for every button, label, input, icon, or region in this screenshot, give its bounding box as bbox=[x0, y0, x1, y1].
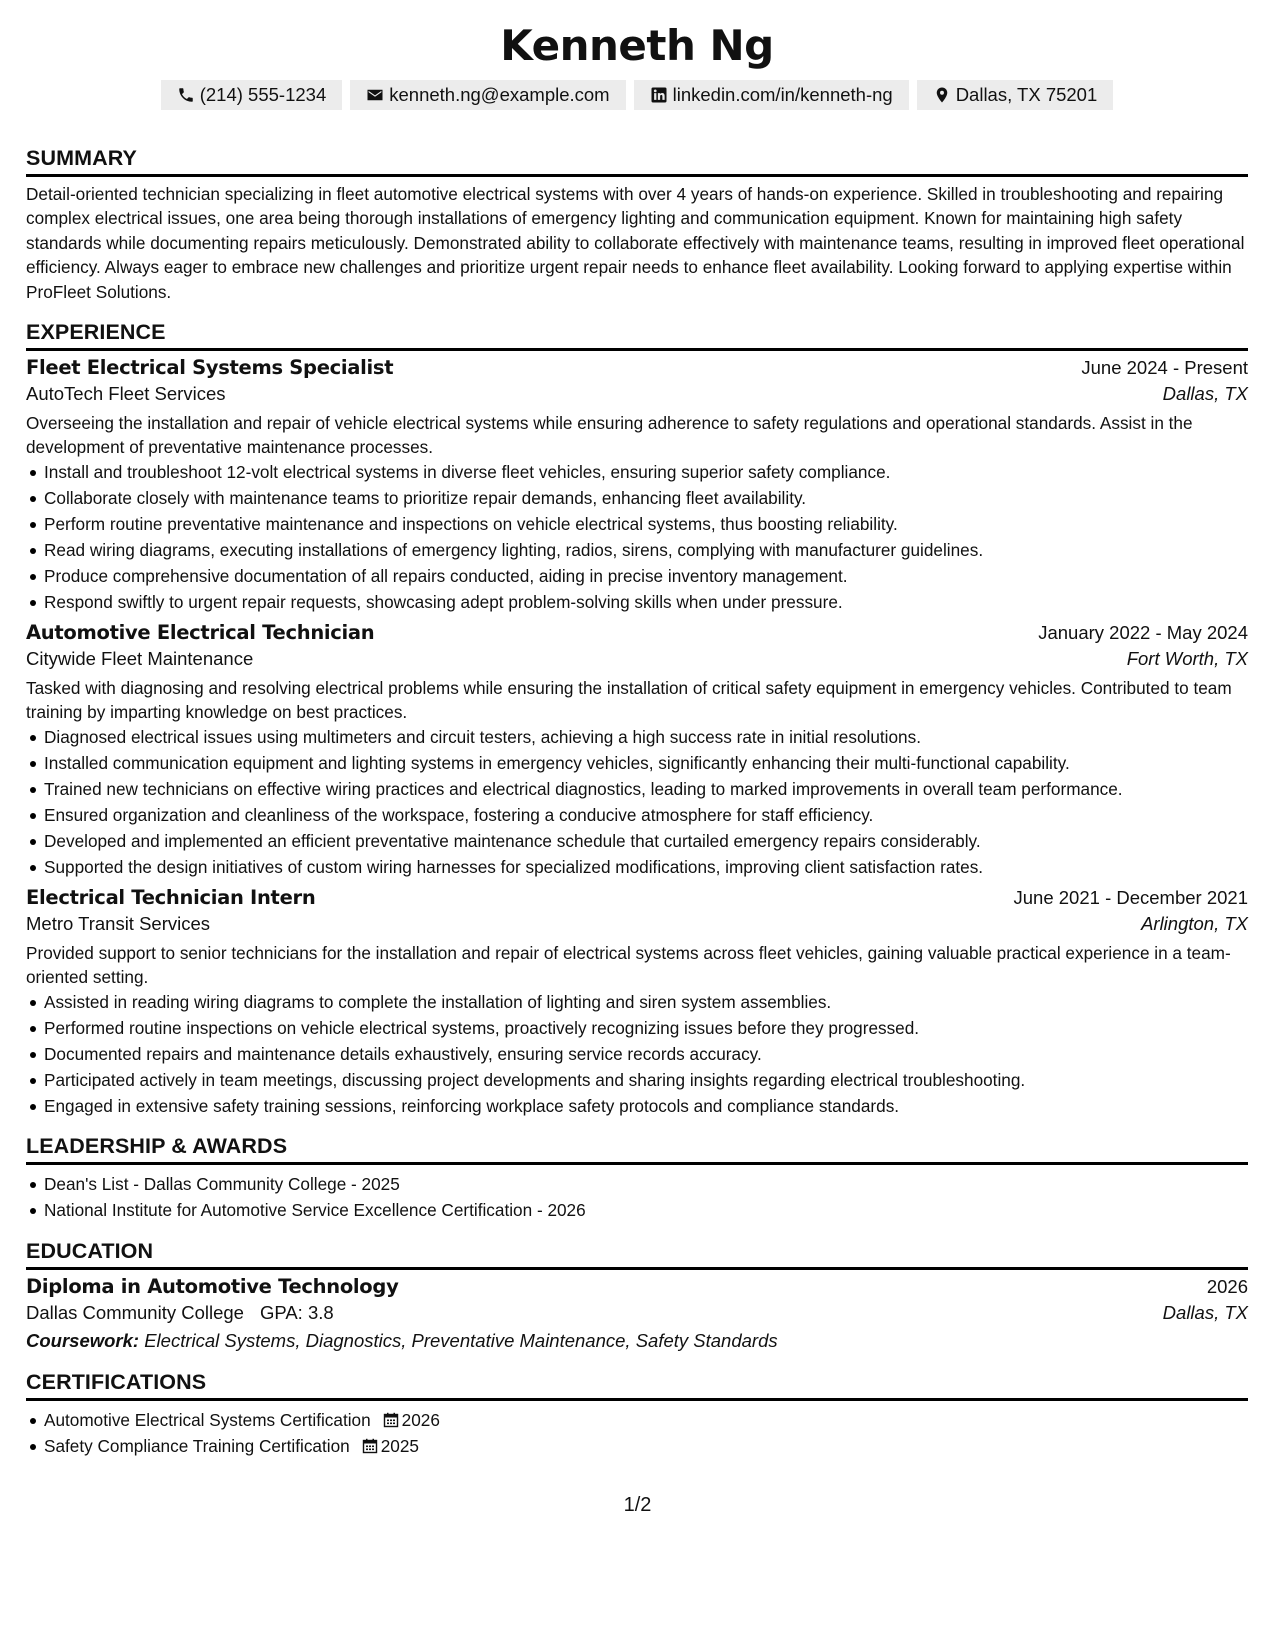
list-item: Diagnosed electrical issues using multimeters and circuit testers, achieving a high success rate in initial resolutions. bbox=[44, 724, 1248, 750]
job-dates: June 2024 - Present bbox=[1081, 357, 1248, 379]
job-entry bbox=[26, 621, 1248, 880]
job-location: Arlington, TX bbox=[1141, 913, 1248, 935]
job-bullets bbox=[26, 989, 1248, 1119]
certification-name: Automotive Electrical Systems Certification bbox=[44, 1410, 371, 1431]
list-item bbox=[44, 1433, 1248, 1459]
list-item: Participated actively in team meetings, discussing project developments and sharing insights regarding electrical troubleshooting. bbox=[44, 1067, 1248, 1093]
certification-year: 2026 bbox=[401, 1410, 440, 1431]
list-item: Documented repairs and maintenance details exhaustively, ensuring service records accuracy. bbox=[44, 1041, 1248, 1067]
list-item: Assisted in reading wiring diagrams to complete the installation of lighting and siren system assemblies. bbox=[44, 989, 1248, 1015]
awards-list bbox=[26, 1171, 1248, 1223]
job-description: Overseeing the installation and repair of vehicle electrical systems while ensuring adherence to safety regulations and operational standards. Assist in the development of preventative maintenance processes. bbox=[26, 413, 1193, 458]
location-text: Dallas, TX 75201 bbox=[955, 84, 1098, 105]
job-description: Tasked with diagnosing and resolving electrical problems while ensuring the installation of critical safety equipment in emergency vehicles. Contributed to team training by imparting knowledge on best practices. bbox=[26, 678, 1232, 723]
company-name: AutoTech Fleet Services bbox=[26, 383, 226, 405]
calendar-icon bbox=[383, 1409, 399, 1425]
list-item: Dean's List - Dallas Community College - 2025 bbox=[44, 1171, 1248, 1197]
coursework bbox=[26, 1330, 1248, 1352]
job-header bbox=[26, 356, 1248, 379]
job-entry bbox=[26, 356, 1248, 615]
resume-page bbox=[26, 20, 1248, 1459]
job-header bbox=[26, 621, 1248, 644]
candidate-name: Kenneth Ng bbox=[500, 21, 774, 70]
calendar-icon bbox=[362, 1435, 378, 1451]
section-title: EXPERIENCE bbox=[26, 319, 1248, 351]
education-section bbox=[26, 1238, 1248, 1352]
list-item: Collaborate closely with maintenance teams to prioritize repair demands, enhancing fleet availability. bbox=[44, 485, 1248, 511]
job-title: Electrical Technician Intern bbox=[26, 886, 316, 910]
list-item: Read wiring diagrams, executing installations of emergency lighting, radios, sirens, complying with manufacturer guidelines. bbox=[44, 537, 1248, 563]
education-subheader bbox=[26, 1302, 1248, 1324]
list-item: Performed routine inspections on vehicle electrical systems, proactively recognizing issues before they progressed. bbox=[44, 1015, 1248, 1041]
linkedin-text: linkedin.com/in/kenneth-ng bbox=[672, 84, 893, 105]
job-location: Fort Worth, TX bbox=[1126, 648, 1248, 670]
job-header bbox=[26, 886, 1248, 909]
job-title: Fleet Electrical Systems Specialist bbox=[26, 356, 394, 380]
graduation-year: 2026 bbox=[1206, 1276, 1248, 1298]
certification-year: 2025 bbox=[380, 1436, 419, 1457]
job-dates: June 2021 - December 2021 bbox=[1013, 887, 1248, 909]
school-name: Dallas Community College bbox=[26, 1302, 244, 1324]
page-number: 1/2 bbox=[623, 1494, 652, 1516]
certifications-list bbox=[26, 1407, 1248, 1459]
phone-text: (214) 555-1234 bbox=[199, 84, 327, 105]
job-subheader bbox=[26, 648, 1248, 670]
certifications-section bbox=[26, 1369, 1248, 1459]
list-item: Respond swiftly to urgent repair requests, showcasing adept problem-solving skills when under pressure. bbox=[44, 589, 1248, 615]
job-title: Automotive Electrical Technician bbox=[26, 621, 375, 645]
list-item: Trained new technicians on effective wiring practices and electrical diagnostics, leading to marked improvements in overall team performance. bbox=[44, 776, 1248, 802]
summary-section bbox=[26, 145, 1248, 304]
section-title: SUMMARY bbox=[26, 145, 1248, 177]
gpa: GPA: 3.8 bbox=[259, 1302, 334, 1324]
degree-name: Diploma in Automotive Technology bbox=[26, 1275, 399, 1299]
section-title: LEADERSHIP & AWARDS bbox=[26, 1133, 1248, 1165]
section-title: CERTIFICATIONS bbox=[26, 1369, 1248, 1401]
experience-section bbox=[26, 319, 1248, 1119]
list-item: Perform routine preventative maintenance and inspections on vehicle electrical systems, thus boosting reliability. bbox=[44, 511, 1248, 537]
job-description: Provided support to senior technicians for the installation and repair of electrical systems across fleet vehicles, gaining valuable practical experience in a team-oriented setting. bbox=[26, 943, 1231, 988]
list-item: Installed communication equipment and lighting systems in emergency vehicles, significantly enhancing their multi-functional capability. bbox=[44, 750, 1248, 776]
leadership-section bbox=[26, 1133, 1248, 1223]
list-item: Install and troubleshoot 12-volt electrical systems in diverse fleet vehicles, ensuring superior safety compliance. bbox=[44, 459, 1248, 485]
email-chip[interactable] bbox=[350, 80, 625, 110]
job-entry bbox=[26, 886, 1248, 1119]
job-subheader bbox=[26, 383, 1248, 405]
job-location: Dallas, TX bbox=[1162, 383, 1248, 405]
list-item: Produce comprehensive documentation of all repairs conducted, aiding in precise inventory management. bbox=[44, 563, 1248, 589]
contact-bar bbox=[26, 80, 1248, 110]
list-item: National Institute for Automotive Service Excellence Certification - 2026 bbox=[44, 1197, 1248, 1223]
school-location: Dallas, TX bbox=[1162, 1302, 1248, 1324]
list-item: Developed and implemented an efficient preventative maintenance schedule that curtailed emergency repairs considerably. bbox=[44, 828, 1248, 854]
linkedin-icon bbox=[650, 86, 668, 104]
summary-text: Detail-oriented technician specializing in fleet automotive electrical systems with over 4 years of hands-on experience. Skilled in troubleshooting and repairing complex electrical issues, one area being thorough installations of emergency lighting and communication equipment. Known for maintaining high safety standards while documenting repairs meticulously. Demonstrated ability to collaborate effectively with maintenance teams, resulting in improved fleet operational efficiency. Always eager to embrace new challenges and prioritize urgent repair needs to enhance fleet availability. Looking forward to applying expertise within ProFleet Solutions. bbox=[26, 184, 1245, 302]
linkedin-chip[interactable] bbox=[634, 80, 909, 110]
phone-chip[interactable] bbox=[161, 80, 343, 110]
job-subheader bbox=[26, 913, 1248, 935]
list-item bbox=[44, 1407, 1248, 1433]
coursework-label: Coursework: bbox=[26, 1330, 140, 1352]
coursework-list: Electrical Systems, Diagnostics, Preventative Maintenance, Safety Standards bbox=[144, 1330, 778, 1352]
list-item: Ensured organization and cleanliness of the workspace, fostering a conducive atmosphere for staff efficiency. bbox=[44, 802, 1248, 828]
company-name: Metro Transit Services bbox=[26, 913, 211, 935]
school-info bbox=[26, 1302, 334, 1324]
company-name: Citywide Fleet Maintenance bbox=[26, 648, 254, 670]
location-chip bbox=[917, 80, 1114, 110]
certification-name: Safety Compliance Training Certification bbox=[44, 1436, 350, 1457]
email-text: kenneth.ng@example.com bbox=[389, 84, 610, 105]
section-title: EDUCATION bbox=[26, 1238, 1248, 1270]
list-item: Engaged in extensive safety training sessions, reinforcing workplace safety protocols and compliance standards. bbox=[44, 1093, 1248, 1119]
list-item: Supported the design initiatives of custom wiring harnesses for specialized modifications, improving client satisfaction rates. bbox=[44, 854, 1248, 880]
job-bullets bbox=[26, 459, 1248, 615]
job-dates: January 2022 - May 2024 bbox=[1038, 622, 1248, 644]
map-pin-icon bbox=[933, 86, 951, 104]
envelope-icon bbox=[366, 86, 384, 104]
job-bullets bbox=[26, 724, 1248, 880]
education-header bbox=[26, 1275, 1248, 1298]
phone-icon bbox=[177, 86, 195, 104]
